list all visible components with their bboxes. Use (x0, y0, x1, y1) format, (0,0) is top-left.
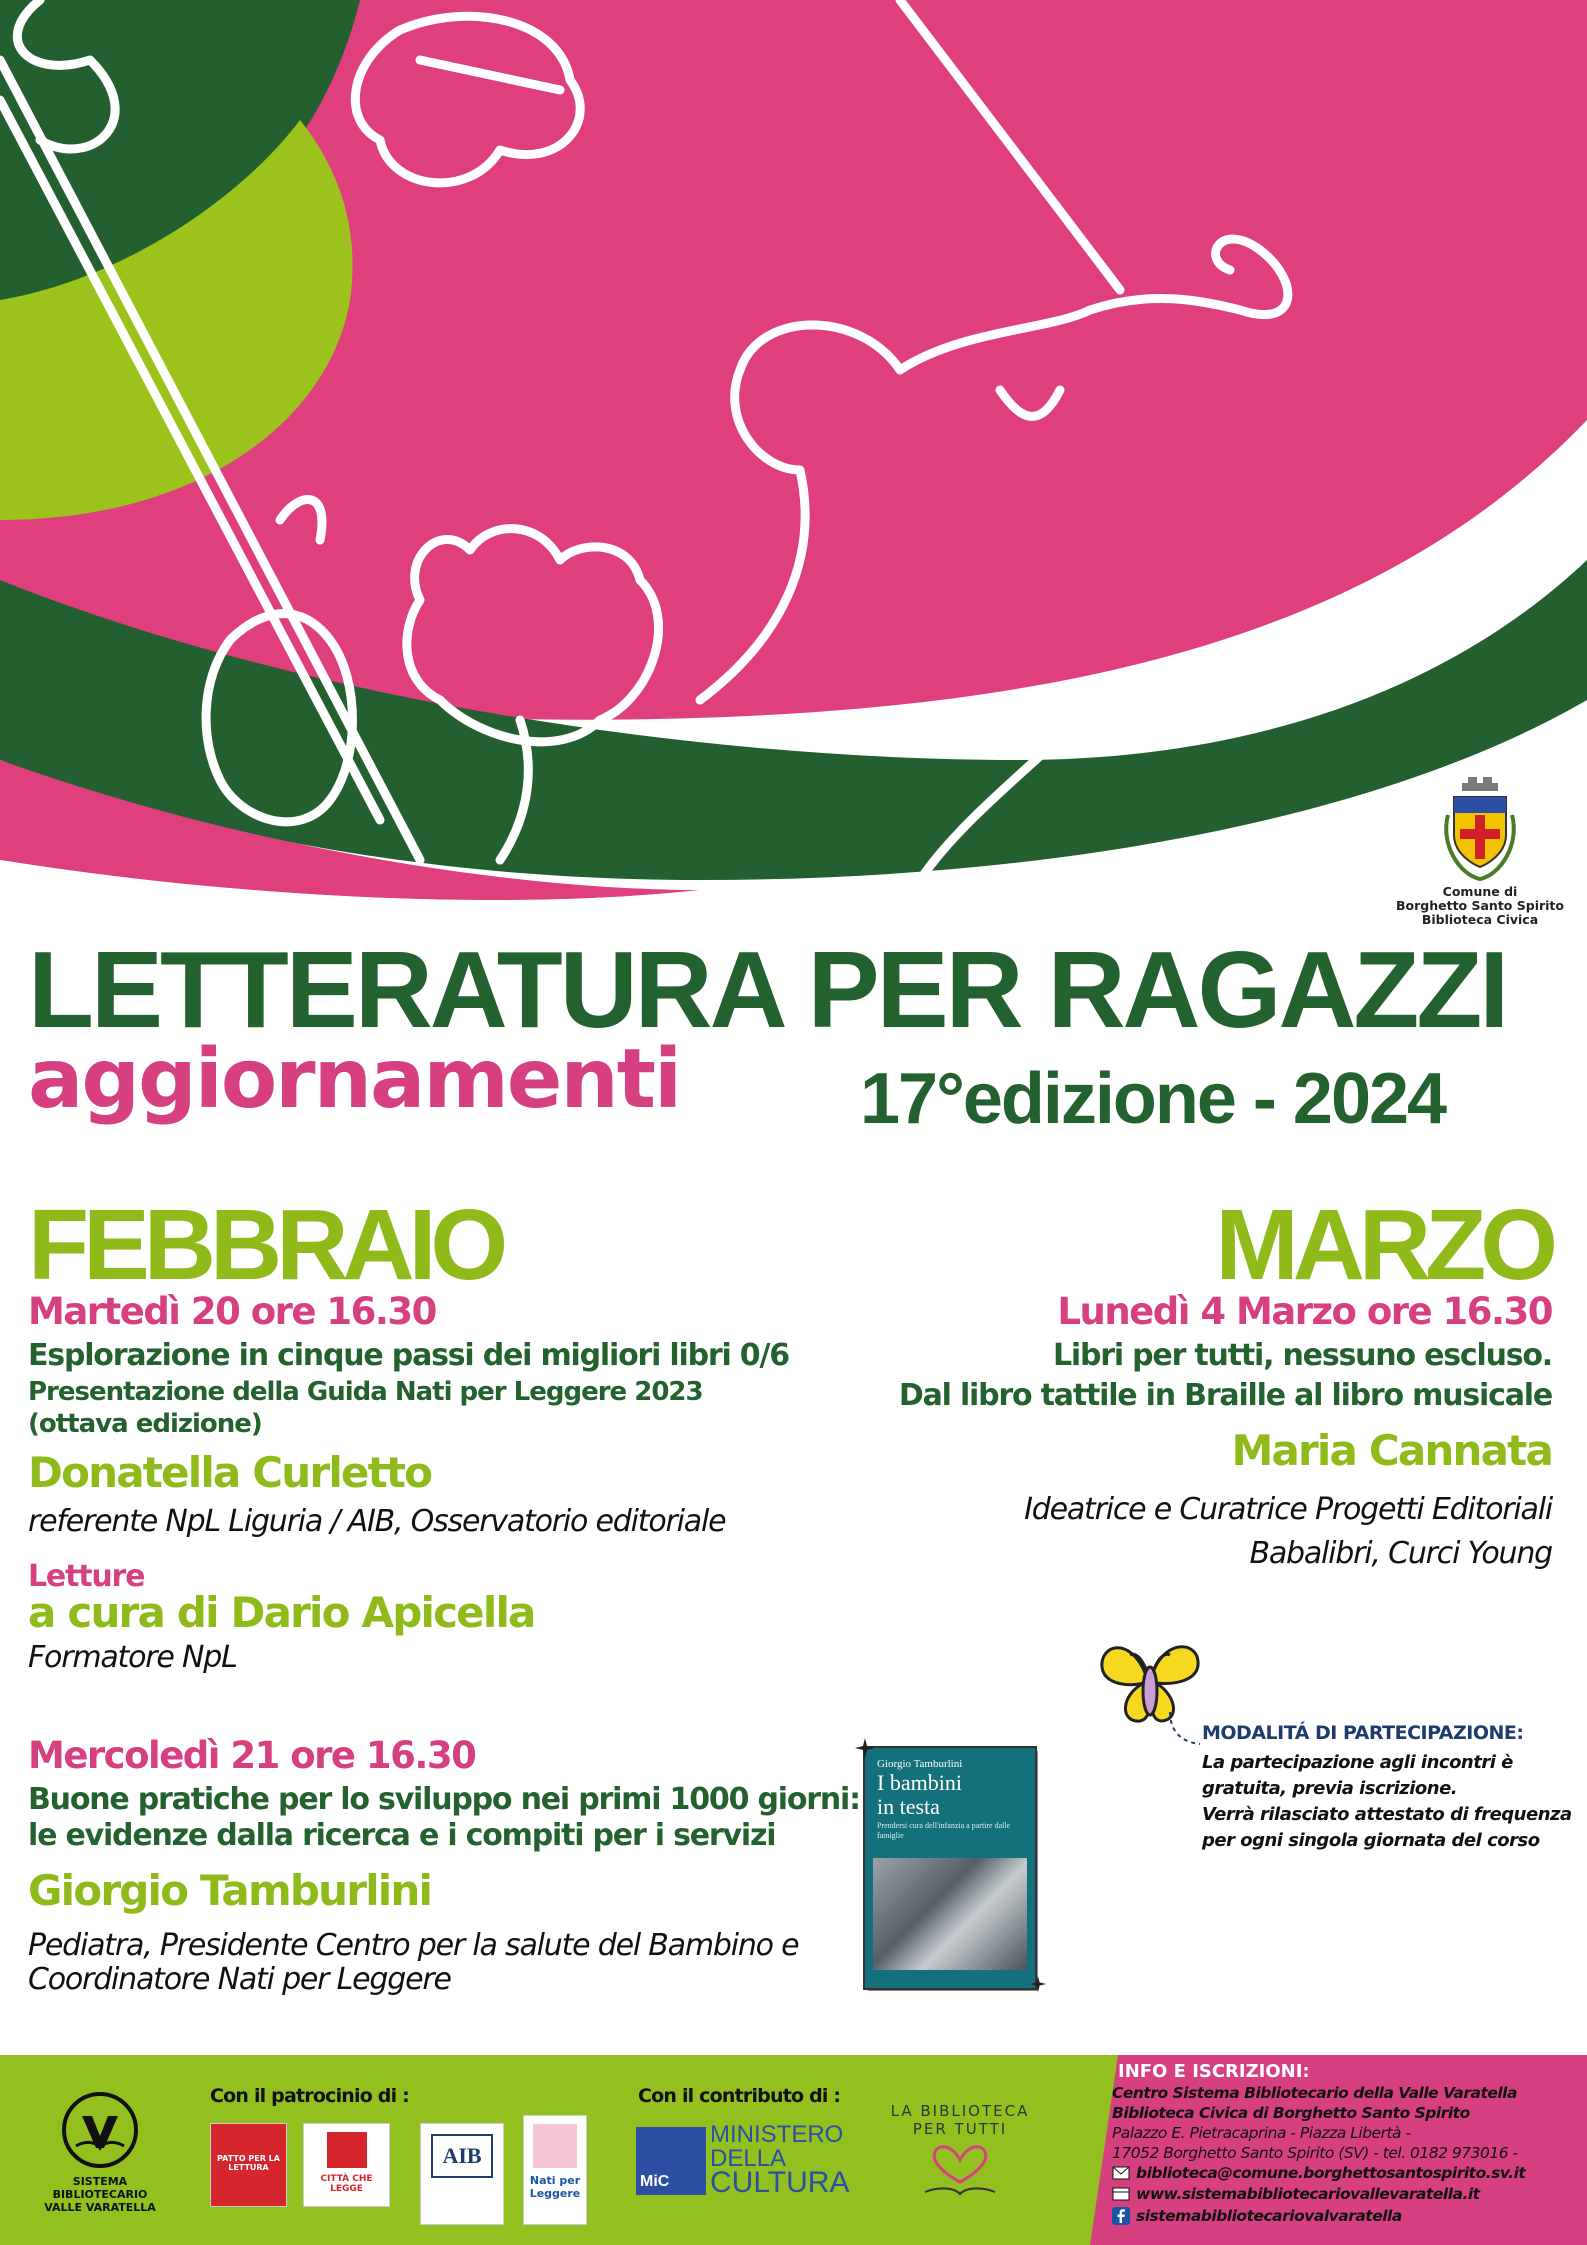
sparkle-icon (855, 1738, 875, 1758)
book-title-line1: I bambini (877, 1770, 962, 1795)
system-logo (40, 2090, 160, 2214)
library-for-all-logo: LA BIBLIOTECA PER TUTTI (870, 2100, 1050, 2220)
march-speaker: Maria Cannata (1231, 1426, 1552, 1475)
feb-readings-label: Letture (28, 1559, 145, 1594)
feb-session1-date: Martedì 20 ore 16.30 (28, 1290, 436, 1333)
feb-session2-role-line2: Coordinatore Nati per Leggere (28, 1962, 451, 1997)
citta-che-legge-logo: CITTÀ CHE LEGGE (303, 2123, 390, 2207)
march-role-line2: Babalibri, Curci Young (1249, 1536, 1552, 1571)
february-heading: FEBBRAIO (28, 1189, 503, 1301)
crest-line-3: Biblioteca Civica (1421, 912, 1539, 927)
march-topic-line1: Libri per tutti, nessuno escluso. (1052, 1338, 1552, 1373)
feb-session2-speaker: Giorgio Tamburlini (28, 1866, 432, 1915)
aib-logo: AIB (420, 2123, 504, 2225)
march-date: Lunedì 4 Marzo ore 16.30 (1057, 1290, 1552, 1333)
system-logo-line: VALLE VARATELLA (44, 2201, 156, 2214)
book-title-line2: in testa (877, 1794, 940, 1819)
website-link[interactable]: www.sistemabibliotecariovallevaratella.it (1136, 2185, 1480, 2203)
book-photo (873, 1858, 1027, 1970)
contribution-label: Con il contributo di : (638, 2085, 841, 2107)
feb-session2-role-line1: Pediatra, Presidente Centro per la salute del Bambino e (28, 1928, 799, 1963)
system-logo-line: SISTEMA (72, 2175, 128, 2188)
feb-session1-speaker-role: referente NpL Liguria / AIB, Osservatorio editoriale (28, 1504, 726, 1539)
mic-badge: MiC (636, 2127, 706, 2195)
feb-session1-topic: Esplorazione in cinque passi dei migliori libri 0/6 (28, 1338, 789, 1373)
info-title: INFO E ISCRIZIONI: (1118, 2061, 1310, 2082)
crest-line-1: Comune di (1442, 884, 1518, 899)
march-role-line1: Ideatrice e Curatrice Progetti Editoriali (1024, 1492, 1552, 1527)
coat-of-arms-icon (1440, 775, 1520, 885)
footer (0, 2055, 1587, 2245)
facebook-icon (1112, 2207, 1130, 2225)
feb-session1-speaker: Donatella Curletto (28, 1448, 432, 1497)
sparkle-icon (1030, 1976, 1046, 1992)
municipal-crest (1395, 775, 1565, 927)
feb-session2-date: Mercoledì 21 ore 16.30 (28, 1734, 476, 1777)
system-logo-line: BIBLIOTECARIO (52, 2188, 148, 2201)
info-line: 17052 Borghetto Santo Spirito (SV) - tel. 0182 973016 - (1112, 2144, 1518, 2162)
feb-session1-topic-sub: Presentazione della Guida Nati per Leggere 2023 (ottava edizione) (28, 1377, 703, 1439)
patronage-label: Con il patrocinio di : (210, 2085, 409, 2107)
dashed-trail (1165, 1710, 1205, 1750)
email-link[interactable]: biblioteca@comune.borghettosantospirito.sv.it (1136, 2164, 1526, 2182)
facebook-link[interactable]: sistemabibliotecariovalvaratella (1136, 2207, 1402, 2225)
info-line: Palazzo E. Pietracaprina - Piazza Libertà - (1112, 2124, 1411, 2142)
participation-line: La partecipazione agli incontri è (1202, 1752, 1513, 1773)
page-subtitle: aggiornamenti (28, 1032, 681, 1127)
mail-icon (1112, 2166, 1130, 2180)
info-line: Biblioteca Civica di Borghetto Santo Spirito (1112, 2104, 1470, 2122)
feb-readings-by: a cura di Dario Apicella (28, 1588, 535, 1637)
patto-lettura-logo: PATTO PER LA LETTURA (210, 2123, 287, 2207)
web-icon (1112, 2187, 1130, 2201)
feb-session2-topic-line1: Buone pratiche per lo sviluppo nei primi 1000 giorni: (28, 1782, 860, 1817)
participation-line: per ogni singola giornata del corso (1202, 1830, 1540, 1851)
library-system-icon (60, 2090, 140, 2170)
participation-title: MODALITÁ DI PARTECIPAZIONE: (1202, 1722, 1524, 1744)
edition-label: 17°edizione - 2024 (860, 1059, 1446, 1139)
nati-per-leggere-logo: Nati per Leggere (523, 2115, 587, 2225)
feb-readings-role: Formatore NpL (28, 1640, 237, 1675)
ministry-logo-text: MINISTERO DELLA CULTURA (710, 2121, 850, 2199)
participation-line: gratuita, previa iscrizione. (1202, 1778, 1458, 1799)
feb-session2-topic-line2: le evidenze dalla ricerca e i compiti per i servizi (28, 1818, 776, 1853)
participation-line: Verrà rilasciato attestato di frequenza (1202, 1804, 1572, 1825)
page-title: LETTERATURA PER RAGAZZI (28, 929, 1507, 1051)
march-heading: MARZO (1215, 1189, 1552, 1301)
book-subtitle: Prendersi cura dell'infanzia a partire dalle famiglie (877, 1821, 1011, 1840)
info-line: Centro Sistema Bibliotecario della Valle Varatella (1112, 2084, 1517, 2102)
crest-line-2: Borghetto Santo Spirito (1396, 898, 1564, 913)
march-topic-line2: Dal libro tattile in Braille al libro musicale (898, 1378, 1552, 1413)
hero-illustration (0, 0, 1587, 930)
book-author: Giorgio Tamburlini (877, 1758, 963, 1770)
book-cover (865, 1748, 1035, 1988)
